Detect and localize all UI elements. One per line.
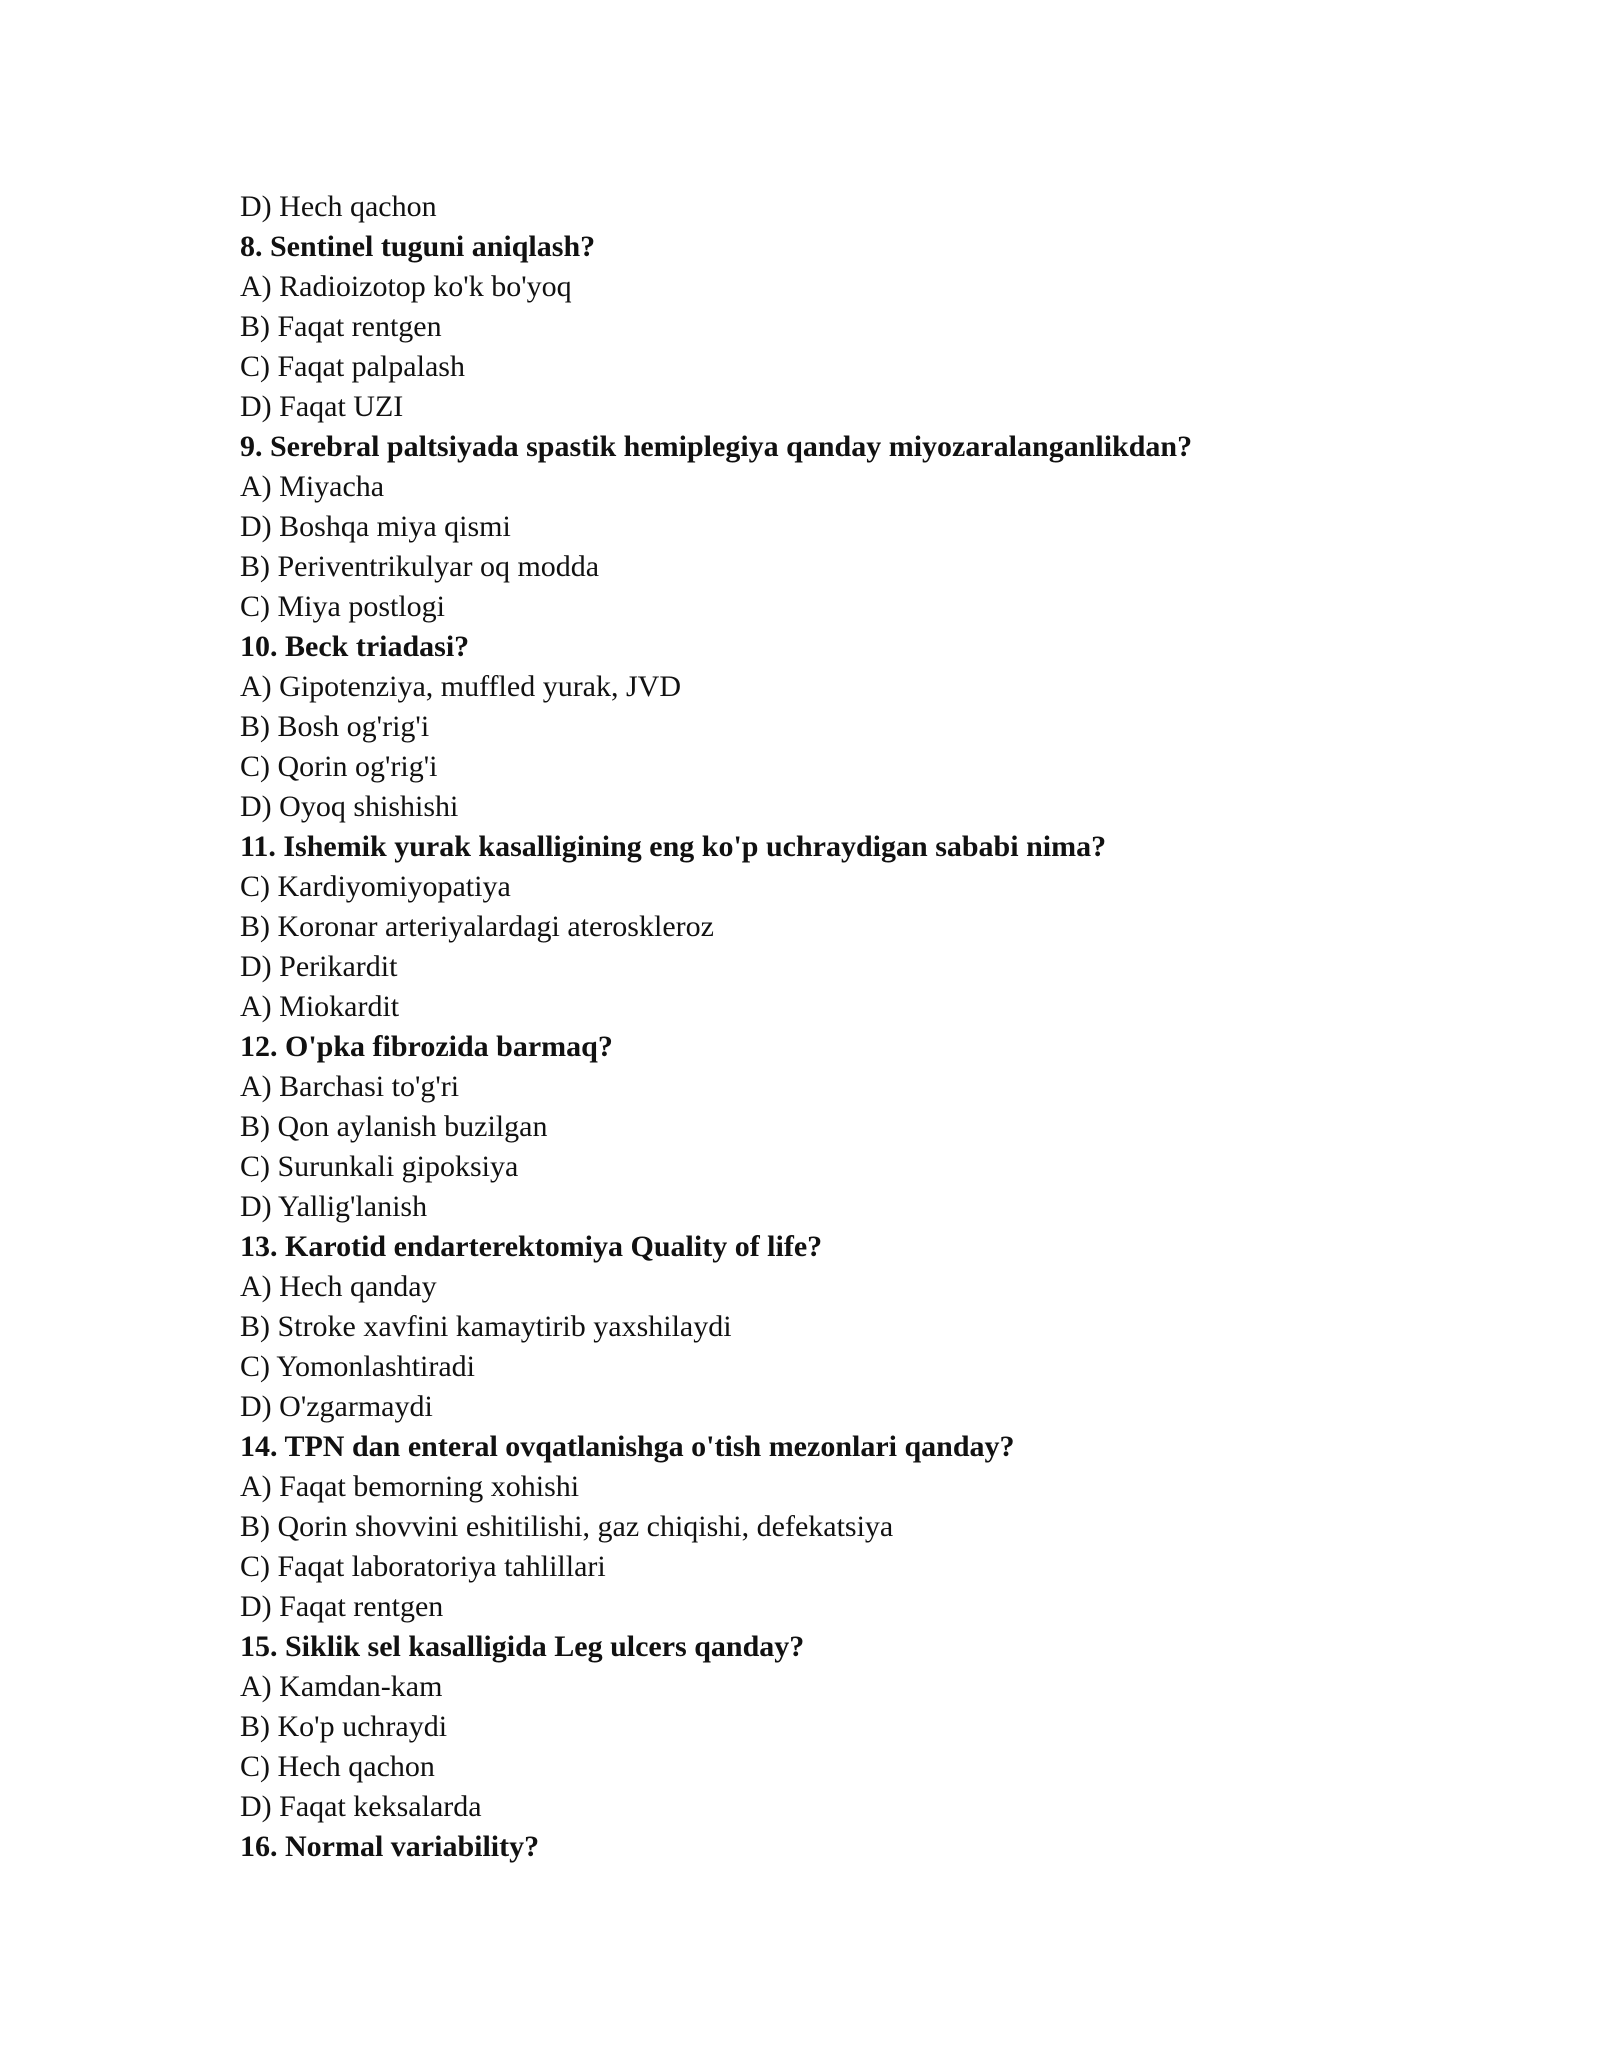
question-heading: 11. Ishemik yurak kasalligining eng ko'p uchraydigan sababi nima? xyxy=(240,830,1107,863)
answer-option: C) Faqat laboratoriya tahlillari xyxy=(240,1550,606,1583)
answer-option: A) Radioizotop ko'k bo'yoq xyxy=(240,270,572,303)
answer-option: C) Kardiyomiyopatiya xyxy=(240,870,511,903)
answer-option: D) Oyoq shishishi xyxy=(240,790,459,823)
question-heading: 13. Karotid endarterektomiya Quality of life? xyxy=(240,1230,823,1263)
quiz-text-block xyxy=(240,187,1400,1867)
answer-option: C) Qorin og'rig'i xyxy=(240,750,438,783)
answer-option: A) Kamdan-kam xyxy=(240,1670,443,1703)
question-heading: 10. Beck triadasi? xyxy=(240,630,470,663)
answer-option: B) Koronar arteriyalardagi ateroskleroz xyxy=(240,910,714,943)
answer-option: A) Miokardit xyxy=(240,990,400,1023)
answer-option: B) Qorin shovvini eshitilishi, gaz chiqishi, defekatsiya xyxy=(240,1510,894,1543)
answer-option: B) Faqat rentgen xyxy=(240,310,442,343)
answer-option: A) Hech qanday xyxy=(240,1270,437,1303)
question-heading: 8. Sentinel tuguni aniqlash? xyxy=(240,230,596,263)
answer-option: B) Ko'p uchraydi xyxy=(240,1710,448,1743)
answer-option: B) Periventrikulyar oq modda xyxy=(240,550,600,583)
question-heading: 14. TPN dan enteral ovqatlanishga o'tish mezonlari qanday? xyxy=(240,1430,1015,1463)
answer-option: D) Boshqa miya qismi xyxy=(240,510,511,543)
answer-option: C) Yomonlashtiradi xyxy=(240,1350,476,1383)
answer-option: A) Barchasi to'g'ri xyxy=(240,1070,460,1103)
answer-option: C) Faqat palpalash xyxy=(240,350,465,383)
answer-option: A) Miyacha xyxy=(240,470,385,503)
question-heading: 9. Serebral paltsiyada spastik hemiplegiya qanday miyozaralanganlikdan? xyxy=(240,430,1193,463)
answer-option: C) Surunkali gipoksiya xyxy=(240,1150,519,1183)
answer-option: A) Gipotenziya, muffled yurak, JVD xyxy=(240,670,682,703)
answer-option: D) Yallig'lanish xyxy=(240,1190,428,1223)
question-heading: 12. O'pka fibrozida barmaq? xyxy=(240,1030,613,1063)
answer-option: C) Hech qachon xyxy=(240,1750,435,1783)
answer-option: D) Faqat rentgen xyxy=(240,1590,444,1623)
answer-option: D) Faqat UZI xyxy=(240,390,404,423)
answer-option: C) Miya postlogi xyxy=(240,590,446,623)
answer-option: B) Stroke xavfini kamaytirib yaxshilaydi xyxy=(240,1310,732,1343)
answer-option: D) O'zgarmaydi xyxy=(240,1390,433,1423)
answer-option: D) Faqat keksalarda xyxy=(240,1790,482,1823)
answer-option: D) Perikardit xyxy=(240,950,398,983)
question-heading: 15. Siklik sel kasalligida Leg ulcers qanday? xyxy=(240,1630,805,1663)
answer-option: A) Faqat bemorning xohishi xyxy=(240,1470,580,1503)
answer-option: B) Bosh og'rig'i xyxy=(240,710,430,743)
question-heading: 16. Normal variability? xyxy=(240,1830,540,1863)
answer-option: D) Hech qachon xyxy=(240,190,437,223)
answer-option: B) Qon aylanish buzilgan xyxy=(240,1110,548,1143)
